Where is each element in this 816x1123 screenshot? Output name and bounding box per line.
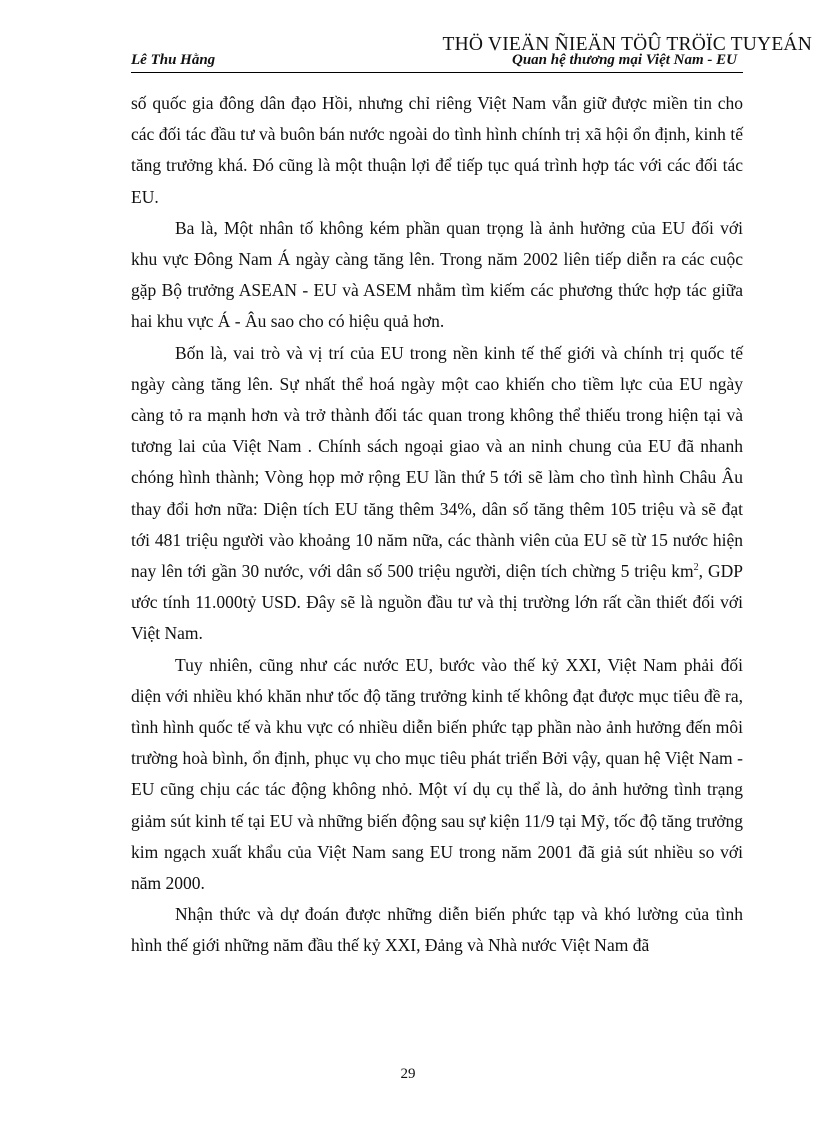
- document-body: [131, 88, 743, 962]
- header-topic: Quan hệ thương mại Việt Nam - EU: [512, 52, 737, 68]
- paragraph-nhan-thuc: Nhận thức và dự đoán được những diễn biến phức tạp và khó lường của tình hình thế giới những năm đầu thế kỷ XXI, Đảng và Nhà nước Việt Nam đã: [131, 904, 743, 956]
- header-author: Lê Thu Hằng: [131, 52, 216, 68]
- paragraph-ba-la: Ba là, Một nhân tố không kém phần quan trọng là ảnh hưởng của EU đối với khu vực Đông Nam Á ngày càng tăng lên. Trong năm 2002 liên tiếp diễn ra các cuộc gặp Bộ trưởng ASEAN - EU và ASEM nhằm tìm kiếm các phương thức hợp tác giữa hai khu vực Á - Âu sao cho có hiệu quả hơn.: [131, 217, 743, 332]
- paragraph-bon-la: [131, 338, 743, 650]
- header-divider: [131, 72, 743, 73]
- paragraph-continued: số quốc gia đông dân đạo Hồi, nhưng chỉ riêng Việt Nam vẫn giữ được miền tin cho các đối tác đầu tư và buôn bán nước ngoài do tình hình chính trị xã hội ổn định, kinh tế tăng trưởng khá. Đó cũng là một thuận lợi để tiếp tục quá trình hợp tác với các đối tác EU.: [131, 93, 743, 207]
- km-superscript: 2: [693, 562, 699, 574]
- paragraph-bon-la-part1: Bốn là, vai trò và vị trí của EU trong nền kinh tế thế giới và chính trị quốc tế ngày càng tăng lên. Sự nhất thể hoá ngày một cao khiến cho tiềm lực của EU ngày càng tỏ ra mạnh hơn và trở thành đối tác quan trong không thể thiếu trong hiện tại và tương lai của Việt Nam . Chính sách ngoại giao và an ninh chung của EU đã nhanh chóng hình thành; Vòng họp mở rộng EU lần thứ 5 tới sẽ làm cho tình hình Châu Âu thay đổi hơn nữa: Diện tích EU tăng thêm 34%, dân số tăng thêm 105 triệu và sẽ đạt tới 481 triệu người vào khoảng 10 năm nữa, các thành viên của EU sẽ từ 15 nước hiện nay lên tới gần 30 nước, với dân số 500 triệu người, diện tích chừng 5 triệu km: [131, 342, 743, 582]
- page-number: 29: [400, 1066, 416, 1082]
- paragraph-bon-la-part2: , GDP ước tính 11.000tỷ USD. Đây sẽ là nguồn đầu tư và thị trường lớn rất cần thiết đối với Việt Nam.: [131, 561, 743, 644]
- library-watermark: THÖ VIEÄN ÑIEÄN TÖÛ TRÖÏC TUYEÁN: [442, 34, 812, 55]
- page-header: [131, 52, 737, 74]
- paragraph-tuy-nhien: Tuy nhiên, cũng như các nước EU, bước vào thế kỷ XXI, Việt Nam phải đối diện với nhiều khó khăn như tốc độ tăng trưởng kinh tế không đạt được mục tiêu đề ra, tình hình quốc tế và khu vực có nhiều diễn biến phức tạp phần nào ảnh hưởng đến môi trường hoà bình, ổn định, phục vụ cho mục tiêu phát triển Bởi vậy, quan hệ Việt Nam - EU cũng chịu các tác động không nhỏ. Một ví dụ cụ thể là, do ảnh hưởng tình trạng giảm sút kinh tế tại EU và những biến động sau sự kiện 11/9 tại Mỹ, tốc độ tăng trưởng kim ngạch xuất khẩu của Việt Nam sang EU trong năm 2001 đã giả sút nhiều so với năm 2000.: [131, 654, 743, 894]
